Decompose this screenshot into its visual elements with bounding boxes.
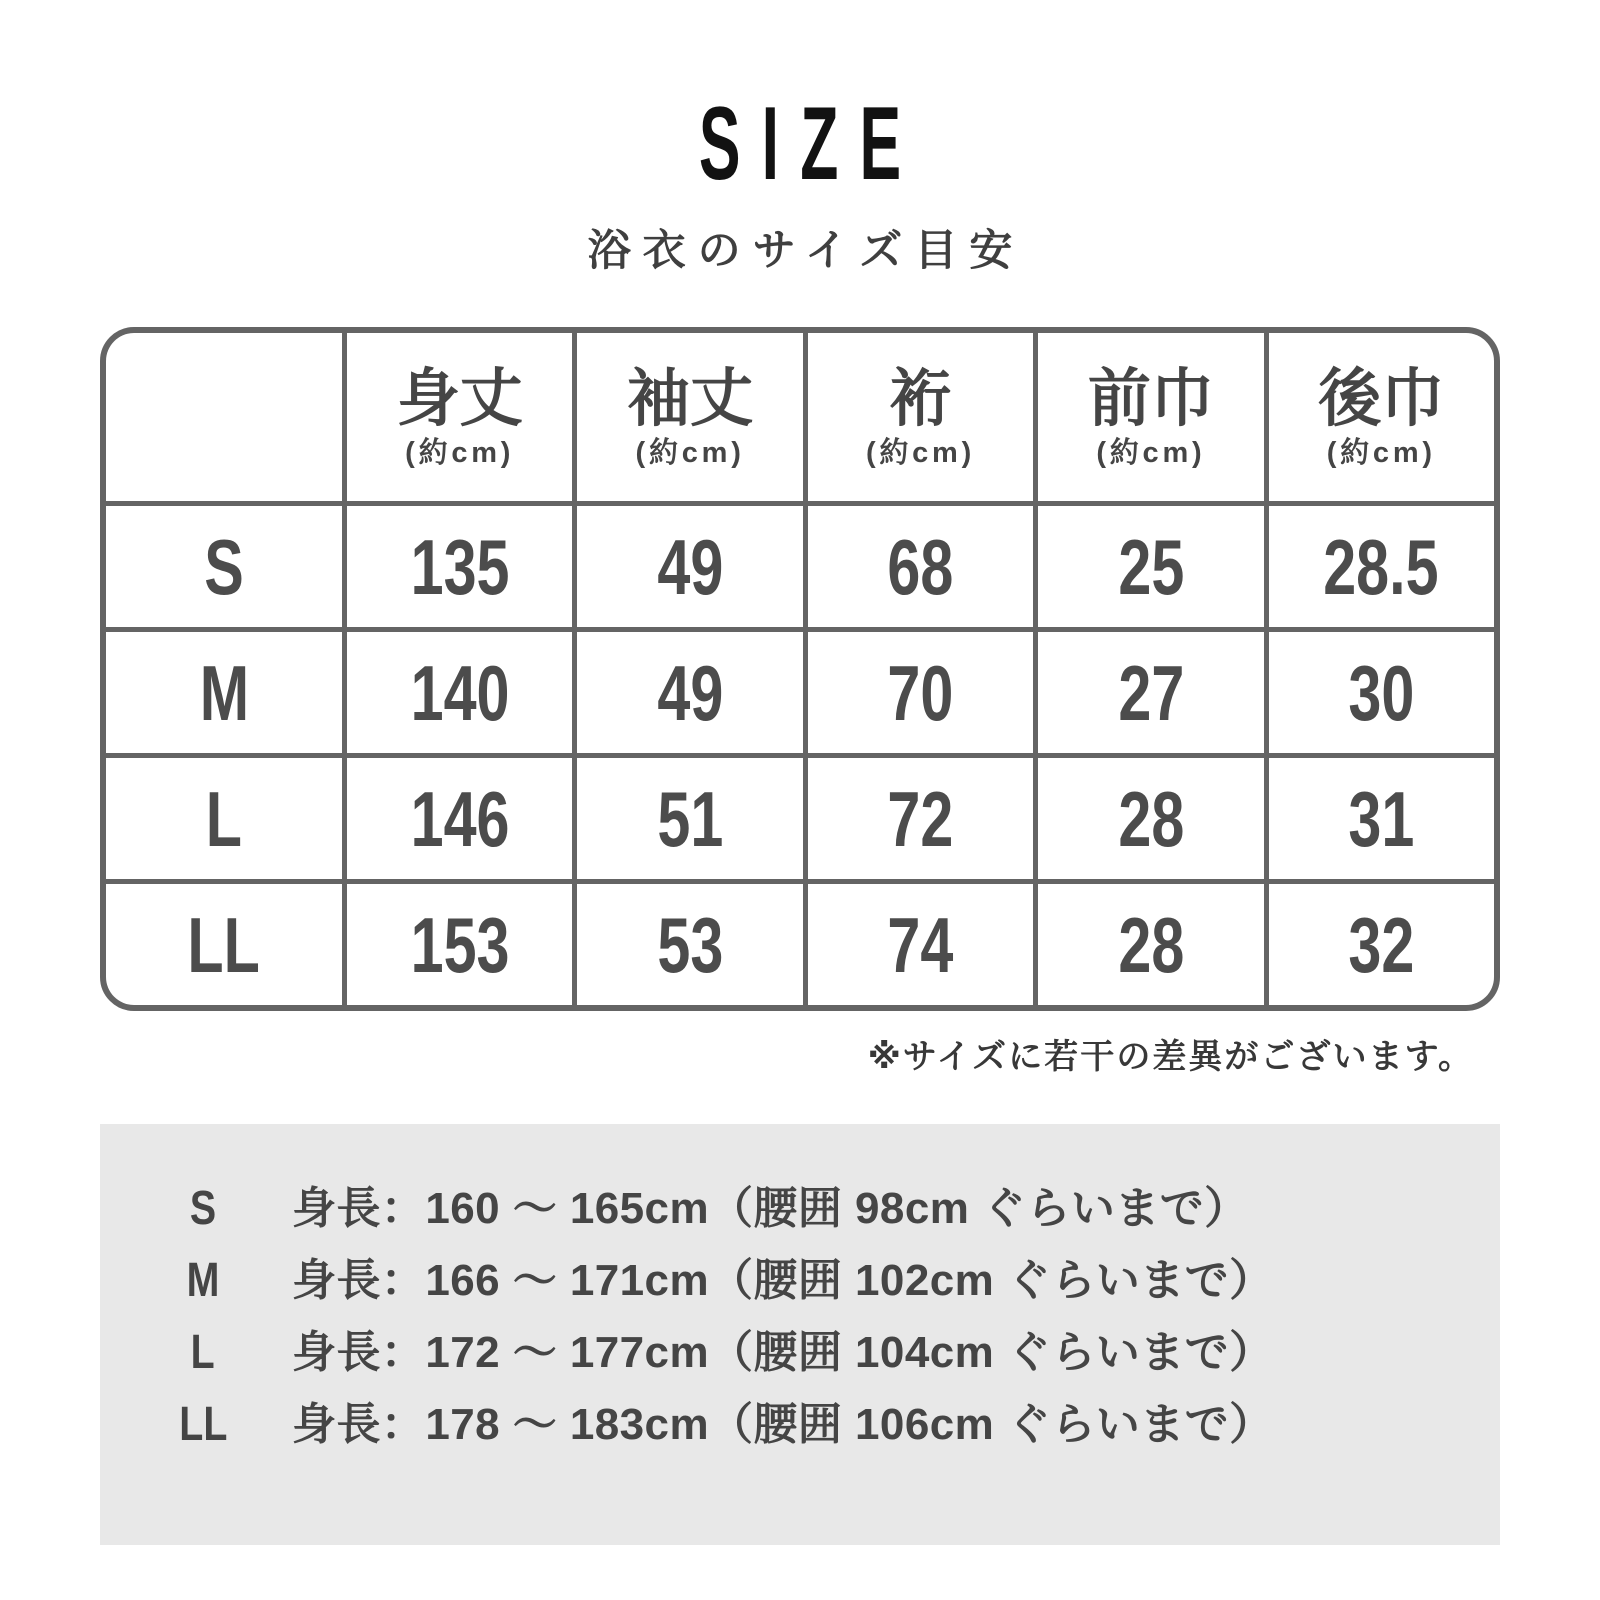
cell-value: 31 bbox=[1348, 774, 1415, 863]
guide-size-label: LL bbox=[178, 1398, 228, 1452]
column-header-sodetake bbox=[577, 333, 802, 501]
guide-size-label: L bbox=[190, 1326, 216, 1380]
size-label: M bbox=[199, 648, 249, 737]
column-header-maehaba bbox=[1038, 333, 1263, 501]
cell-l-sodetake bbox=[577, 758, 802, 879]
guide-size-label: S bbox=[189, 1182, 217, 1236]
size-table bbox=[100, 327, 1500, 1011]
cell-ll-mitake bbox=[347, 884, 572, 1005]
cell-value: 74 bbox=[887, 900, 954, 989]
cell-value: 70 bbox=[887, 648, 954, 737]
cell-s-maehaba bbox=[1038, 506, 1263, 627]
cell-m-ushirohaba bbox=[1269, 632, 1494, 753]
height-guide-row-s bbox=[172, 1182, 1460, 1237]
cell-m-sodetake bbox=[577, 632, 802, 753]
cell-ll-ushirohaba bbox=[1269, 884, 1494, 1005]
row-label-ll bbox=[106, 884, 342, 1005]
cell-s-ushirohaba bbox=[1269, 506, 1494, 627]
page-subtitle: 浴衣のサイズ目安 bbox=[587, 227, 1025, 275]
cell-value: 68 bbox=[887, 522, 954, 611]
column-header-mitake bbox=[347, 333, 572, 501]
column-label: 後巾 bbox=[1318, 363, 1445, 434]
cell-value: 146 bbox=[410, 774, 510, 863]
guide-text: 身長：166 ～ 171cm（腰囲 102cm ぐらいまで） bbox=[292, 1256, 1274, 1305]
cell-s-sodetake bbox=[577, 506, 802, 627]
cell-value: 72 bbox=[887, 774, 954, 863]
cell-value: 53 bbox=[657, 900, 724, 989]
cell-l-maehaba bbox=[1038, 758, 1263, 879]
column-header-ushirohaba bbox=[1269, 333, 1494, 501]
cell-value: 49 bbox=[657, 522, 724, 611]
corner-cell bbox=[106, 333, 342, 501]
cell-m-yuki bbox=[808, 632, 1033, 753]
cell-l-mitake bbox=[347, 758, 572, 879]
cell-s-mitake bbox=[347, 506, 572, 627]
cell-l-ushirohaba bbox=[1269, 758, 1494, 879]
size-label: LL bbox=[187, 900, 261, 989]
cell-ll-yuki bbox=[808, 884, 1033, 1005]
column-label: 前巾 bbox=[1087, 363, 1214, 434]
cell-value: 153 bbox=[410, 900, 510, 989]
column-label: 身丈 bbox=[396, 363, 523, 434]
cell-ll-maehaba bbox=[1038, 884, 1263, 1005]
cell-l-yuki bbox=[808, 758, 1033, 879]
size-variation-note: ※サイズに若干の差異がございます。 bbox=[867, 1038, 1474, 1076]
cell-value: 140 bbox=[410, 648, 510, 737]
cell-s-yuki bbox=[808, 506, 1033, 627]
column-unit: (約cm) bbox=[405, 437, 515, 470]
column-unit: (約cm) bbox=[635, 437, 745, 470]
cell-m-mitake bbox=[347, 632, 572, 753]
guide-text: 身長：160 ～ 165cm（腰囲 98cm ぐらいまで） bbox=[292, 1184, 1249, 1233]
guide-text: 身長：172 ～ 177cm（腰囲 104cm ぐらいまで） bbox=[292, 1328, 1274, 1377]
cell-ll-sodetake bbox=[577, 884, 802, 1005]
guide-text: 身長：178 ～ 183cm（腰囲 106cm ぐらいまで） bbox=[292, 1400, 1274, 1449]
cell-value: 32 bbox=[1348, 900, 1415, 989]
height-guide-row-l bbox=[172, 1326, 1460, 1381]
row-label-s bbox=[106, 506, 342, 627]
cell-m-maehaba bbox=[1038, 632, 1263, 753]
cell-value: 49 bbox=[657, 648, 724, 737]
cell-value: 135 bbox=[410, 522, 510, 611]
height-guide-row-m bbox=[172, 1254, 1460, 1309]
row-label-m bbox=[106, 632, 342, 753]
row-label-l bbox=[106, 758, 342, 879]
cell-value: 30 bbox=[1348, 648, 1415, 737]
height-guide-box bbox=[100, 1124, 1500, 1545]
column-unit: (約cm) bbox=[1326, 437, 1436, 470]
cell-value: 28 bbox=[1117, 774, 1184, 863]
size-label: S bbox=[204, 522, 244, 611]
guide-size-label: M bbox=[186, 1254, 220, 1308]
column-header-yuki bbox=[808, 333, 1033, 501]
cell-value: 51 bbox=[657, 774, 724, 863]
height-guide-row-ll bbox=[172, 1398, 1460, 1453]
cell-value: 28.5 bbox=[1323, 522, 1439, 611]
column-label: 裄 bbox=[888, 363, 952, 434]
page-title: SIZE bbox=[698, 86, 923, 202]
cell-value: 25 bbox=[1117, 522, 1184, 611]
column-label: 袖丈 bbox=[627, 363, 754, 434]
cell-value: 27 bbox=[1117, 648, 1184, 737]
size-label: L bbox=[205, 774, 243, 863]
column-unit: (約cm) bbox=[865, 437, 976, 470]
cell-value: 28 bbox=[1117, 900, 1184, 989]
column-unit: (約cm) bbox=[1096, 437, 1206, 470]
